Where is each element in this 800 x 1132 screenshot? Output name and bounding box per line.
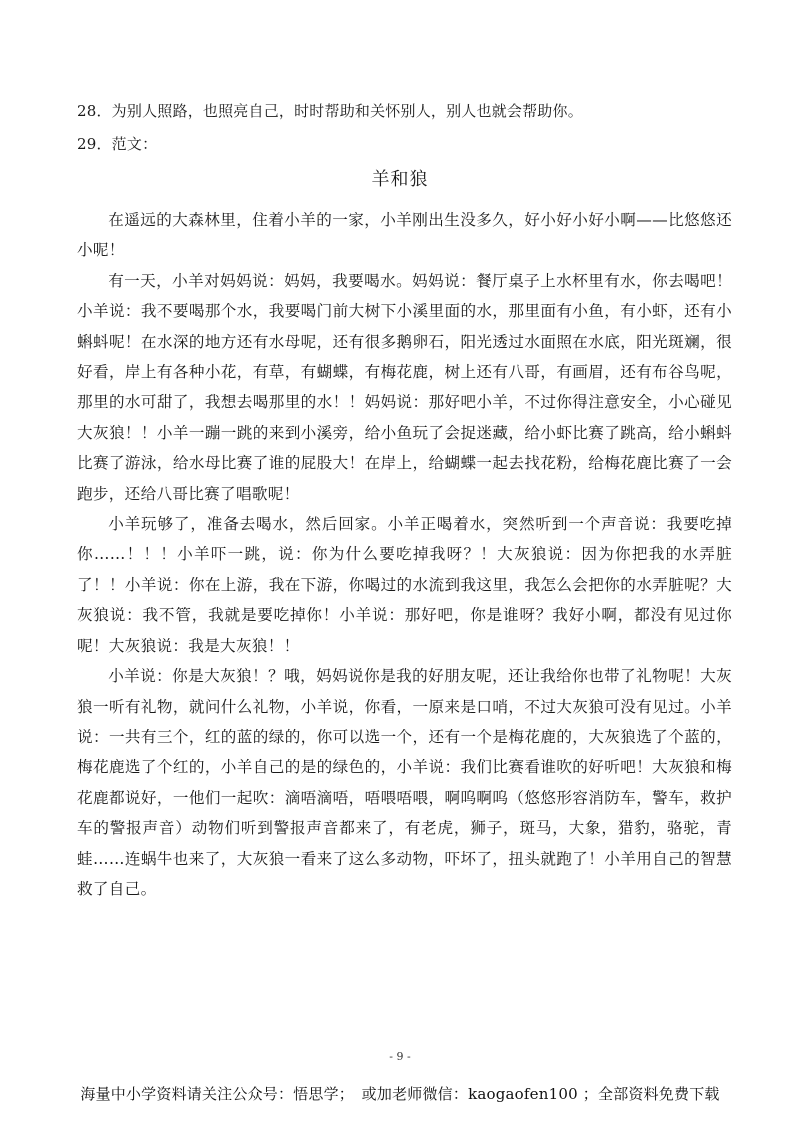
answer-28: 28．为别人照路，也照亮自己，时时帮助和关怀别人，别人也就会帮助你。	[77, 102, 583, 120]
essay-paragraph: 小羊玩够了，准备去喝水，然后回家。小羊正喝着水，突然听到一个声音说：我要吃掉你……！！！小羊吓一跳，说：你为什么要吃掉我呀？！大灰狼说：因为你把我的水弄脏了！！小羊说：你在上游，我在下游，你喝过的水流到我这里，我怎么会把你的水弄脏呢？大灰狼说：我不管，我就是要吃掉你！小羊说：那好吧，你是谁呀？我好小啊，都没有见过你呢！大灰狼说：我是大灰狼！！	[77, 515, 732, 655]
page-number: - 9 -	[389, 1050, 411, 1063]
footer-notice: 海量中小学资料请关注公众号：悟思学； 或加老师微信：kaogaofen100 ；全部资料免费下载	[80, 1085, 720, 1103]
essay-paragraph: 在遥远的大森林里，住着小羊的一家，小羊刚出生没多久，好小好小好小啊——比悠悠还小呢！	[77, 211, 732, 260]
answer-29-label: 29．范文：	[77, 135, 158, 153]
essay-paragraph: 有一天，小羊对妈妈说：妈妈，我要喝水。妈妈说：餐厅桌子上水杯里有水，你去喝吧！小羊说：我不要喝那个水，我要喝门前大树下小溪里面的水，那里面有小鱼，有小虾，还有小蝌蚪呢！在水深的地方还有水母呢，还有很多鹅卵石，阳光透过水面照在水底，阳光斑斓，很好看，岸上有各种小花，有草，有蝴蝶，有梅花鹿，树上还有八哥，有画眉，还有布谷鸟呢，那里的水可甜了，我想去喝那里的水！！妈妈说：那好吧小羊，不过你得注意安全，小心碰见大灰狼！！小羊一蹦一跳的来到小溪旁，给小鱼玩了会捉迷藏，给小虾比赛了跳高，给小蝌蚪比赛了游泳，给水母比赛了谁的屁股大！在岸上，给蝴蝶一起去找花粉，给梅花鹿比赛了一会跑步，还给八哥比赛了唱歌呢！	[77, 271, 732, 503]
essay-body	[77, 205, 732, 904]
essay-title: 羊和狼	[371, 169, 429, 190]
essay-paragraph: 小羊说：你是大灰狼！？哦，妈妈说你是我的好朋友呢，还让我给你也带了礼物呢！大灰狼一听有礼物，就问什么礼物，小羊说，你看，一原来是口哨，不过大灰狼可没有见过。小羊说：一共有三个，红的蓝的绿的，你可以选一个，还有一个是梅花鹿的，大灰狼选了个蓝的，梅花鹿选了个红的，小羊自己的是的绿色的，小羊说：我们比赛看谁吹的好听吧！大灰狼和梅花鹿都说好，一他们一起吹：滴唔滴唔，唔喂唔喂，啊呜啊呜（悠悠形容消防车，警车，救护车的警报声音）动物们听到警报声音都来了，有老虎，狮子，斑马，大象，猎豹，骆驼，青蛙……连蜗牛也来了，大灰狼一看来了这么多动物，吓坏了，扭头就跑了！小羊用自己的智慧救了自己。	[77, 667, 732, 898]
